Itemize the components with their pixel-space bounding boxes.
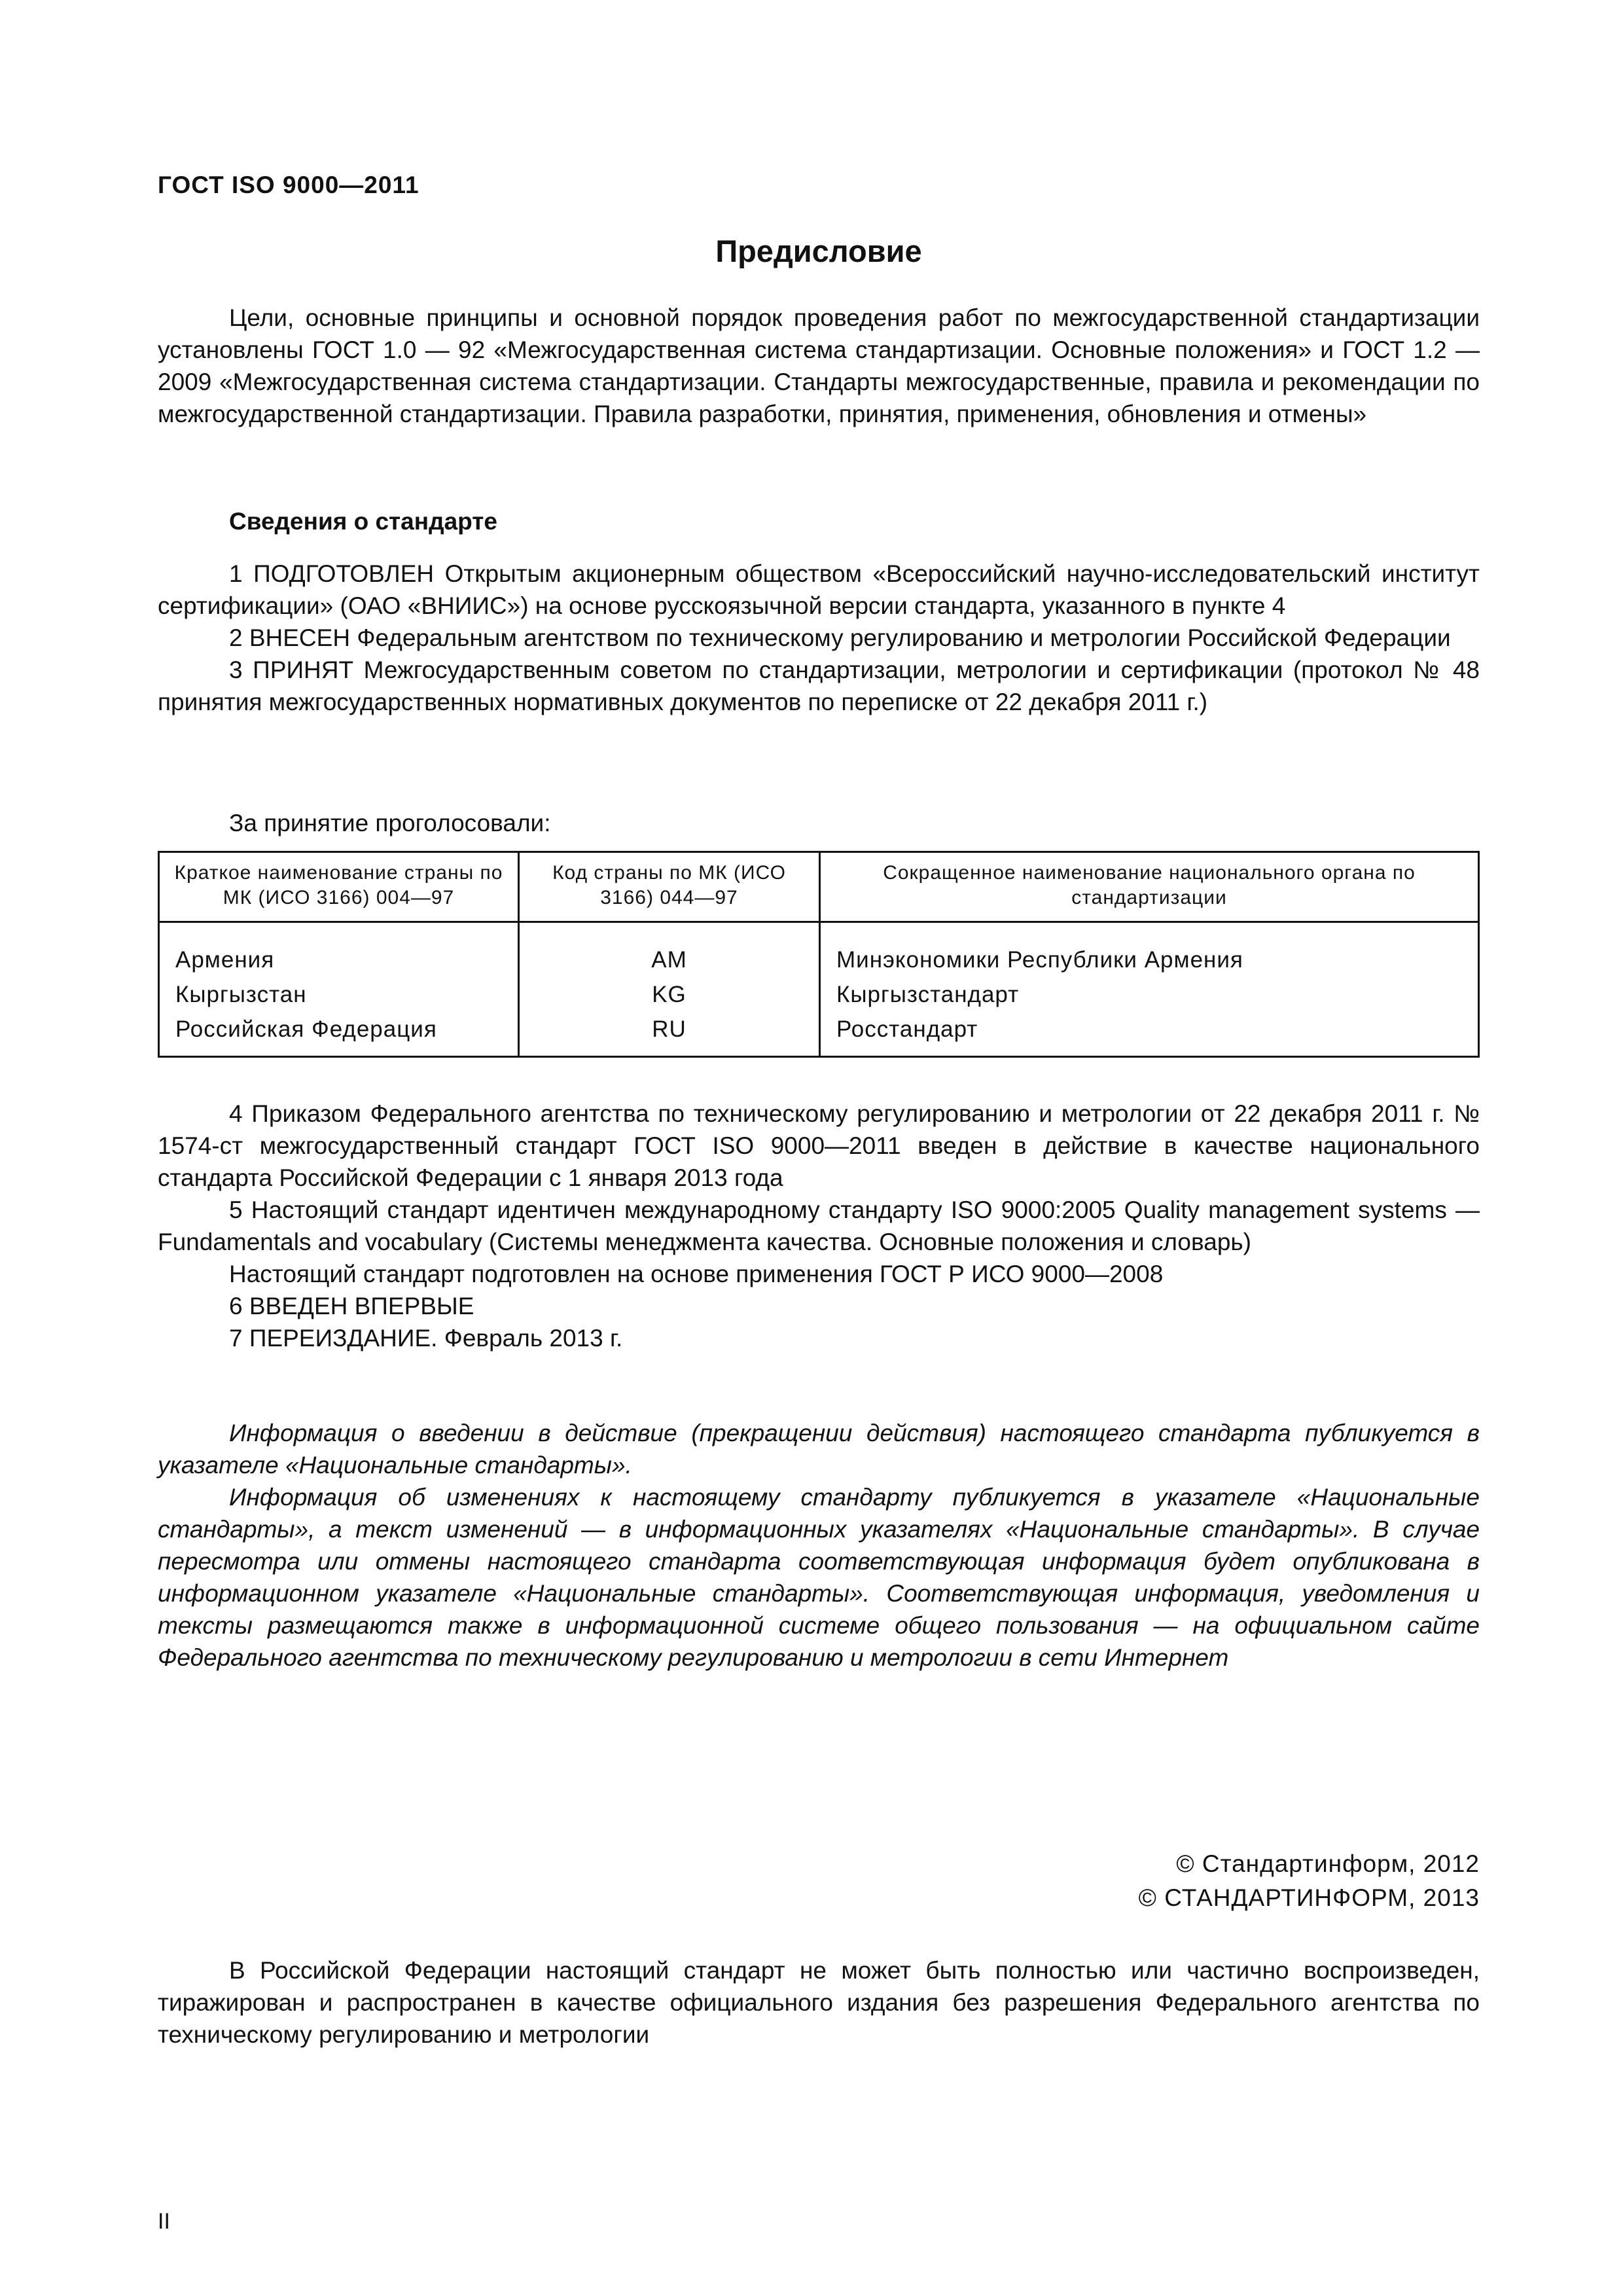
standard-info-items	[158, 558, 1480, 718]
info-notice	[158, 1417, 1480, 1674]
info-notice-paragraph-2: Информация об изменениях к настоящему стандарту публикуется в указателе «Национальные стандарты», а текст изменений — в информационных указателях «Национальные стандарты». В случае пересмотра или отмены настоящего стандарта соответствующая информация будет опубликована в информационном указателе «Национальные стандарты». Соответствующая информация, уведомления и тексты размещаются также в информационной системе общего пользования — на официальном сайте Федерального агентства по техническому регулированию и метрологии в сети Интернет	[158, 1484, 1480, 1671]
national-body-cell: Кыргызстандарт	[836, 982, 1020, 1007]
info-item-3: 3 ПРИНЯТ Межгосударственным советом по стандартизации, метрологии и сертификации (протокол № 48 принятия межгосударственных нормативных документов по переписке от 22 декабря 2011 г.)	[158, 656, 1480, 715]
table-row	[159, 1012, 1479, 1057]
copyright-line-2013: © СТАНДАРТИНФОРМ, 2013	[1138, 1884, 1480, 1911]
voted-label: За принятие проголосовали:	[229, 810, 551, 836]
table-row	[159, 977, 1479, 1012]
legal-notice: В Российской Федерации настоящий стандарт не может быть полностью или частично воспроизведен, тиражирован и распространен в качестве официального издания без разрешения Федерального агентства по техническому регулированию и метрологии	[158, 1957, 1480, 2048]
country-code-cell: AM	[519, 922, 820, 978]
detail-item-5-note: Настоящий стандарт подготовлен на основе применения ГОСТ Р ИСО 9000—2008	[229, 1261, 1164, 1287]
standard-info-heading: Сведения о стандарте	[229, 508, 497, 535]
page-number: II	[158, 2209, 170, 2234]
document-code: ГОСТ ISO 9000—2011	[158, 171, 419, 198]
info-item-1: 1 ПОДГОТОВЛЕН Открытым акционерным обществом «Всероссийский научно-исследовательский институт сертификации» (ОАО «ВНИИС») на основе русскоязычной версии стандарта, указанного в пункте 4	[158, 560, 1480, 619]
detail-item-5: 5 Настоящий стандарт идентичен международному стандарту ISO 9000:2005 Quality management systems — Fundamentals and vocabulary (Системы менеджмента качества. Основные положения и словарь)	[158, 1196, 1480, 1255]
details-section	[158, 1098, 1480, 1354]
header-country-code: Код страны по МК (ИСО 3166) 044—97	[519, 852, 820, 922]
table-header-row	[159, 852, 1479, 922]
voted-label-wrap	[158, 807, 1480, 839]
header-national-body: Сокращенное наименование национального органа по стандартизации	[820, 852, 1479, 922]
voting-table	[158, 851, 1480, 1058]
national-body-cell: Росстандарт	[836, 1016, 978, 1042]
detail-item-7: 7 ПЕРЕИЗДАНИЕ. Февраль 2013 г.	[229, 1325, 623, 1352]
table-row	[159, 922, 1479, 978]
intro-paragraph: Цели, основные принципы и основной порядок проведения работ по межгосударственной стандартизации установлены ГОСТ 1.0 — 92 «Межгосударственная система стандартизации. Основные положения» и ГОСТ 1.2 — 2009 «Межгосударственная система стандартизации. Стандарты межгосударственные, правила и рекомендации по межгосударственной стандартизации. Правила разработки, принятия, применения, обновления и отмены»	[158, 304, 1480, 427]
country-cell: Армения	[159, 922, 519, 978]
copyright-block	[1139, 1847, 1480, 1915]
info-item-2: 2 ВНЕСЕН Федеральным агентством по техническому регулированию и метрологии Российской Федерации	[229, 624, 1451, 651]
header-country-short-name: Краткое наименование страны по МК (ИСО 3166) 004—97	[159, 852, 519, 922]
country-cell: Кыргызстан	[159, 977, 519, 1012]
country-code-cell: RU	[519, 1012, 820, 1057]
detail-item-4: 4 Приказом Федерального агентства по техническому регулированию и метрологии от 22 декабря 2011 г. № 1574-ст межгосударственный стандарт ГОСТ ISO 9000—2011 введен в действие в качестве национального стандарта Российской Федерации с 1 января 2013 года	[158, 1100, 1480, 1191]
country-cell: Российская Федерация	[159, 1012, 519, 1057]
copyright-line-2012: © Стандартинформ, 2012	[1176, 1850, 1480, 1877]
info-notice-paragraph-1: Информация о введении в действие (прекращении действия) настоящего стандарта публикуется в указателе «Национальные стандарты».	[158, 1420, 1480, 1479]
intro-section	[158, 302, 1480, 430]
country-code-cell: KG	[519, 977, 820, 1012]
detail-item-6: 6 ВВЕДЕН ВПЕРВЫЕ	[229, 1293, 474, 1319]
page-title: Предисловие	[715, 234, 922, 268]
legal-notice-section	[158, 1954, 1480, 2051]
national-body-cell: Минэкономики Республики Армения	[836, 947, 1243, 973]
